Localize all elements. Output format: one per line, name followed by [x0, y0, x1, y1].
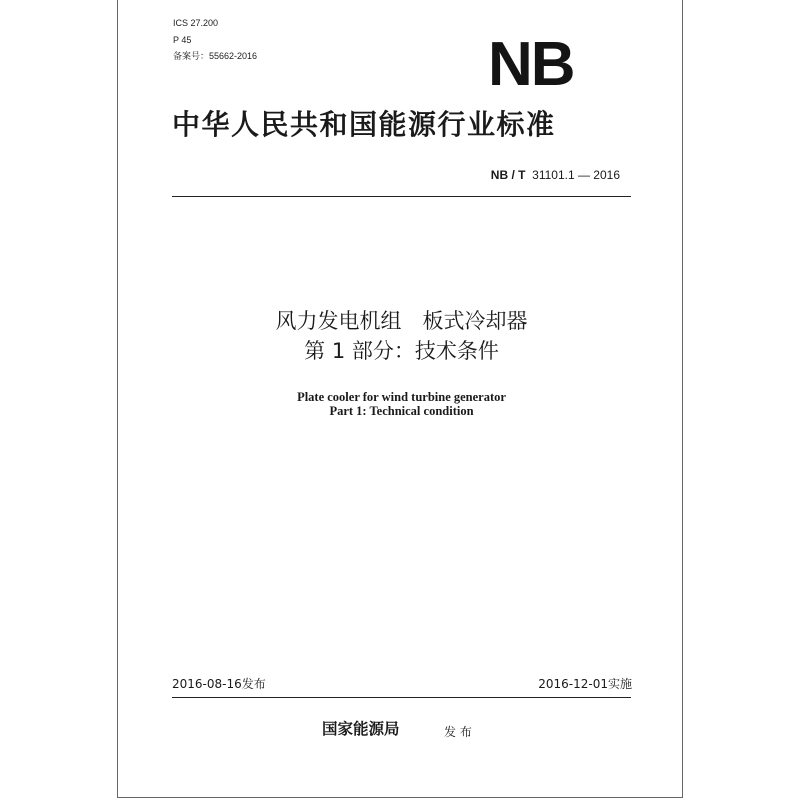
title-en-line2: Part 1: Technical condition [329, 404, 474, 418]
header-divider [172, 196, 631, 197]
title-en-line1: Plate cooler for wind turbine generator [297, 390, 506, 404]
nb-logo: NB [488, 30, 574, 99]
organization-title: 中华人民共和国能源行业标准 [172, 108, 556, 141]
filing-number: 备案号：55662-2016 [173, 51, 258, 61]
title-cn-line2: 第 1 部分：技术条件 [304, 339, 499, 363]
issuing-authority: 国家能源局 [322, 720, 400, 738]
standard-prefix: NB / T [490, 168, 526, 182]
footer-divider [172, 697, 631, 698]
ccs-code: P 45 [173, 35, 192, 45]
implementation-date: 2016-12-01实施 [538, 677, 632, 691]
standard-code: 31101.1 — 2016 [532, 168, 620, 182]
ics-code: ICS 27.200 [173, 18, 219, 28]
issue-label: 发 布 [444, 725, 472, 739]
title-cn-line1: 风力发电机组 板式冷却器 [275, 309, 528, 333]
issue-date: 2016-08-16发布 [172, 677, 266, 691]
standard-number [491, 169, 620, 181]
